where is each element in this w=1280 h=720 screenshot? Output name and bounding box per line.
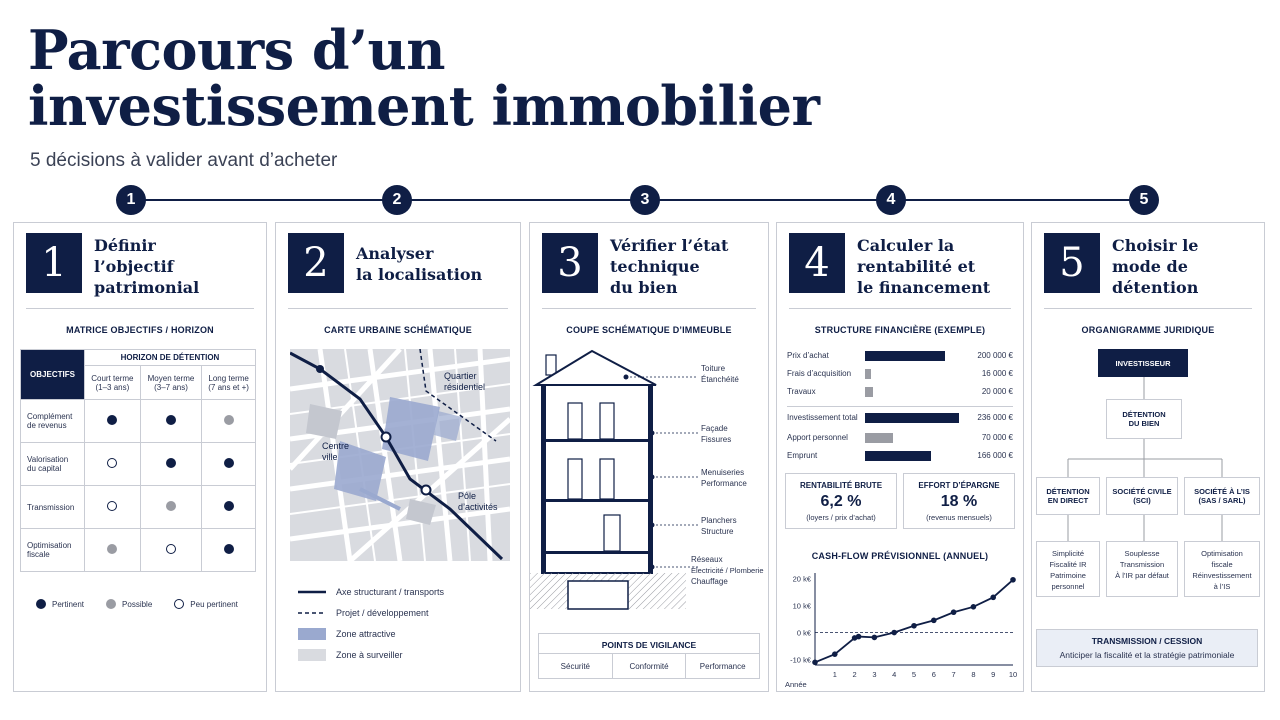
finance-row — [787, 349, 1013, 363]
map-label-residential: Quartier — [444, 371, 477, 381]
row-label: Optimisation fiscale — [21, 529, 85, 572]
legend-label: Axe structurant / transports — [336, 586, 445, 597]
card-header — [1044, 233, 1252, 309]
level-dot — [107, 501, 117, 511]
transmission-title: TRANSMISSION / CESSION — [1091, 636, 1203, 646]
card-objectif — [13, 222, 267, 692]
horizon-header: HORIZON DE DÉTENTION — [85, 350, 256, 366]
urban-map — [290, 349, 510, 561]
finance-value: 20 000 € — [981, 387, 1013, 396]
org-investor: INVESTISSEUR — [1098, 349, 1188, 377]
annotation-floors-detail: Structure — [701, 527, 734, 536]
x-tick-label: 7 — [951, 670, 956, 679]
level-dot — [166, 415, 176, 425]
level-dot — [107, 415, 117, 425]
org-option-is: SOCIÉTÉ À L’IS (SAS / SARL) — [1184, 477, 1260, 515]
card-title: Calculer la rentabilité et le financement — [857, 236, 991, 297]
cashflow-point — [951, 609, 957, 615]
finance-label: Prix d’achat — [787, 351, 829, 360]
card-header — [542, 233, 756, 309]
finance-bar — [865, 387, 873, 397]
org-note-direct: Simplicité Fiscalité IR Patrimoine personnel — [1036, 541, 1100, 597]
title-line-2: investissement immobilier — [28, 74, 820, 138]
org-option-direct: DÉTENTION EN DIRECT — [1036, 477, 1100, 515]
card-header — [288, 233, 508, 309]
horizon-col: Long terme (7 ans et +) — [202, 366, 256, 400]
svg-text:Fissures — [701, 435, 731, 444]
card-number: 5 — [1044, 233, 1100, 293]
cashflow-point — [872, 635, 878, 641]
cashflow-point — [971, 604, 977, 610]
card-header — [26, 233, 254, 309]
annotation-windows-detail: Performance — [701, 479, 747, 488]
org-note-sci: Souplesse Transmission À l’IR par défaut — [1106, 541, 1178, 597]
y-tick-label: 0 k€ — [796, 628, 811, 638]
timeline-step-5[interactable]: 5 — [1129, 185, 1159, 215]
section-label: STRUCTURE FINANCIÈRE (EXEMPLE) — [814, 325, 986, 335]
legend-peu-pertinent: Peu pertinent — [190, 599, 238, 609]
finance-bar — [865, 451, 931, 461]
level-dot — [224, 458, 234, 468]
x-axis-label: Année — [785, 680, 807, 687]
kpi-value: 6,2 % — [820, 493, 862, 510]
map-legend — [298, 581, 444, 665]
page-subtitle: 5 décisions à valider avant d’acheter — [30, 150, 338, 171]
cashflow-title: CASH-FLOW PRÉVISIONNEL (ANNUEL) — [811, 551, 989, 561]
timeline-step-1[interactable]: 1 — [116, 185, 146, 215]
card-title: Choisir le mode de détention — [1112, 236, 1199, 297]
legend-attractive — [298, 623, 444, 644]
cashflow-point — [812, 659, 818, 665]
matrix-row — [21, 486, 256, 529]
finance-value: 70 000 € — [981, 433, 1013, 442]
cashflow-chart — [777, 565, 1023, 687]
cashflow-point — [1010, 577, 1016, 583]
card-detention — [1031, 222, 1265, 692]
annotation-roof: Toiture — [701, 364, 726, 373]
annotation-facade: Façade — [701, 424, 728, 433]
finance-row — [787, 449, 1013, 463]
row-label: Transmission — [21, 486, 85, 529]
building-section — [530, 347, 770, 617]
org-note-is: Optimisation fiscale Réinvestissement à l’IS — [1184, 541, 1260, 597]
objectives-matrix — [20, 349, 256, 572]
legend-label: Zone attractive — [336, 628, 396, 639]
finance-value: 200 000 € — [977, 351, 1013, 360]
kpi-title: EFFORT D’ÉPARGNE — [918, 481, 1000, 490]
card-rentabilite — [776, 222, 1024, 692]
map-label-activity: Pôle — [458, 491, 477, 501]
svg-text:Réseaux — [691, 555, 723, 564]
card-header — [789, 233, 1011, 309]
section-label: COUPE SCHÉMATIQUE D’IMMEUBLE — [566, 325, 732, 335]
card-number: 3 — [542, 233, 598, 293]
timeline-step-3[interactable]: 3 — [630, 185, 660, 215]
svg-text:Planchers — [701, 516, 737, 525]
vigilance-box — [538, 633, 760, 679]
annotation-networks-heating: Chauffage — [691, 577, 728, 586]
kpi-title: RENTABILITÉ BRUTE — [799, 481, 883, 490]
matrix-row — [21, 443, 256, 486]
steps-timeline — [0, 182, 1280, 218]
x-tick-label: 9 — [991, 670, 996, 679]
vigilance-title: POINTS DE VIGILANCE — [539, 634, 759, 654]
horizon-col: Moyen terme (3–7 ans) — [140, 366, 201, 400]
timeline-step-4[interactable]: 4 — [876, 185, 906, 215]
legend-watch — [298, 644, 444, 665]
finance-label: Travaux — [787, 387, 816, 396]
svg-text:Quartierrésidentiel: Quartier résidentiel — [444, 371, 486, 392]
card-localisation — [275, 222, 521, 692]
svg-text:Centreville: Centre ville — [322, 441, 350, 462]
transmission-text: Anticiper la fiscalité et la stratégie patrimoniale — [1059, 650, 1235, 660]
kpi-rentabilite — [785, 473, 897, 529]
x-tick-label: 4 — [892, 670, 897, 679]
annotation-floors: Planchers — [701, 516, 737, 525]
kpi-value: 18 % — [940, 493, 978, 510]
section-label: MATRICE OBJECTIFS / HORIZON — [66, 325, 214, 335]
level-dot — [107, 544, 117, 554]
finance-bar — [865, 351, 945, 361]
finance-bar — [865, 369, 871, 379]
matrix-legend — [36, 599, 238, 609]
matrix-row — [21, 529, 256, 572]
matrix-row — [21, 400, 256, 443]
x-tick-label: 8 — [971, 670, 976, 679]
legend-pertinent: Pertinent — [52, 599, 85, 609]
cashflow-point — [856, 634, 862, 640]
svg-text:Pôled’activités: Pôle d’activités — [458, 491, 498, 512]
y-tick-label: 10 k€ — [792, 601, 811, 611]
cashflow-point — [911, 623, 917, 629]
finance-bar — [865, 413, 959, 423]
x-tick-label: 3 — [872, 670, 877, 679]
card-title: Vérifier l’état technique du bien — [610, 236, 729, 297]
card-title: Analyser la localisation — [356, 244, 483, 284]
cashflow-line — [815, 580, 1013, 663]
annotation-networks: Réseaux — [691, 555, 723, 564]
finance-label: Frais d’acquisition — [787, 369, 852, 378]
level-dot — [166, 458, 176, 468]
svg-text:Électricité / Plomberie — [691, 566, 764, 575]
finance-label: Investissement total — [787, 413, 858, 422]
svg-text:Façade — [701, 424, 728, 433]
finance-row — [787, 411, 1013, 425]
card-title: Définir l’objectif patrimonial — [94, 236, 200, 297]
kpi-effort — [903, 473, 1015, 529]
x-tick-label: 5 — [911, 670, 917, 679]
legend-axis — [298, 581, 444, 602]
page-title — [28, 18, 820, 138]
kpi-sub: (loyers / prix d’achat) — [806, 513, 876, 522]
finance-bar — [865, 433, 893, 443]
x-tick-label: 10 — [1008, 670, 1018, 679]
vigilance-item: Conformité — [613, 654, 687, 678]
timeline-step-2[interactable]: 2 — [382, 185, 412, 215]
kpi-sub: (revenus mensuels) — [926, 513, 992, 522]
y-tick-label: 20 k€ — [792, 574, 811, 584]
finance-value: 166 000 € — [977, 451, 1013, 460]
card-number: 2 — [288, 233, 344, 293]
svg-text:Étanchéité — [701, 375, 739, 384]
svg-text:Chauffage — [691, 577, 728, 586]
finance-label: Emprunt — [787, 451, 818, 460]
legend-label: Projet / développement — [336, 607, 429, 618]
x-tick-label: 2 — [852, 670, 857, 679]
org-option-sci: SOCIÉTÉ CIVILE (SCI) — [1106, 477, 1178, 515]
finance-row — [787, 367, 1013, 381]
svg-text:Menuiseries — [701, 468, 744, 477]
annotation-networks-detail: Électricité / Plomberie — [691, 566, 764, 575]
level-dot — [107, 458, 117, 468]
finance-label: Apport personnel — [787, 433, 848, 442]
finance-row — [787, 385, 1013, 399]
svg-text:Performance — [701, 479, 747, 488]
vigilance-item: Sécurité — [539, 654, 613, 678]
x-tick-label: 6 — [931, 670, 936, 679]
level-dot — [166, 501, 176, 511]
svg-text:Toiture — [701, 364, 726, 373]
svg-text:Structure — [701, 527, 734, 536]
row-label: Complément de revenus — [21, 400, 85, 443]
card-number: 4 — [789, 233, 845, 293]
cashflow-point — [990, 595, 996, 601]
vigilance-item: Performance — [699, 661, 746, 671]
level-dot — [224, 501, 234, 511]
card-number: 1 — [26, 233, 82, 293]
finance-value: 16 000 € — [981, 369, 1013, 378]
annotation-roof-detail: Étanchéité — [701, 375, 739, 384]
level-dot — [166, 544, 176, 554]
legend-project — [298, 602, 444, 623]
cashflow-point — [832, 651, 838, 657]
finance-row — [787, 431, 1013, 445]
transmission-box — [1036, 629, 1258, 667]
card-etat-technique — [529, 222, 769, 692]
org-holding: DÉTENTION DU BIEN — [1106, 399, 1182, 439]
section-label: ORGANIGRAMME JURIDIQUE — [1081, 325, 1215, 335]
legend-label: Zone à surveiller — [336, 649, 403, 660]
cashflow-point — [891, 630, 897, 636]
level-dot — [224, 544, 234, 554]
y-tick-label: -10 k€ — [790, 655, 811, 665]
finance-value: 236 000 € — [977, 413, 1013, 422]
objectives-header: OBJECTIFS — [21, 350, 85, 400]
level-dot — [224, 415, 234, 425]
title-line-1: Parcours d’un — [28, 18, 445, 82]
section-label: CARTE URBAINE SCHÉMATIQUE — [324, 325, 472, 335]
row-label: Valorisation du capital — [21, 443, 85, 486]
annotation-facade-detail: Fissures — [701, 435, 732, 444]
legend-possible: Possible — [122, 599, 153, 609]
horizon-col: Court terme (1–3 ans) — [85, 366, 141, 400]
map-label-center: Centre — [322, 441, 350, 451]
x-tick-label: 1 — [832, 670, 837, 679]
cashflow-point — [931, 618, 937, 624]
annotation-windows: Menuiseries — [701, 468, 745, 477]
